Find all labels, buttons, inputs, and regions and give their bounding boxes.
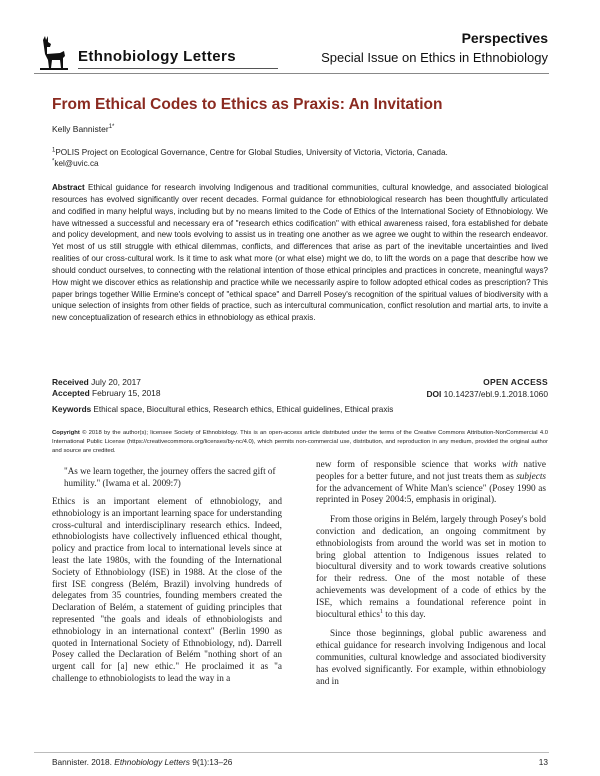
- section-label: Perspectives: [461, 30, 548, 46]
- author-line: [52, 124, 114, 134]
- body-paragraph: From those origins in Belém, largely through Posey's bold conviction and dedication, an ongoing commitment by ethnobiologists from around the world was set in motion to bring global attention to Indigenous issues related to biocultural diversity and to work towards creative solutions for their redress. One of the most notable of these achievements was development of a code of ethics by the ISE, which remains a foundational reference point in biocultural ethics$^1$ to this day.: [316, 515, 546, 620]
- copyright-text: © 2018 by the author(s); licensee Society of Ethnobiology. This is an open-access article distributed under the terms of the Creative Commons Attribution-NonCommercial 4.0 International Public License (https://creativecommons.org/licenses/by-nc/4.0), which permits non-commercial use, distribution, and reproduction in any medium, provided the original author and source are credited.: [52, 430, 549, 454]
- affiliation-text: POLIS Project on Ecological Governance, Centre for Global Studies, University of Victoria, Victoria, Canada.: [55, 148, 448, 157]
- article-title: From Ethical Codes to Ethics as Praxis: An Invitation: [52, 96, 443, 113]
- doi-link[interactable]: 10.14237/ebl.9.1.2018.1060: [443, 389, 548, 399]
- open-access-badge: OPEN ACCESS: [483, 377, 548, 387]
- author-name: Kelly Bannister: [52, 124, 109, 134]
- issue-label: Special Issue on Ethics in Ethnobiology: [321, 50, 548, 65]
- epigraph: "As we learn together, the journey offers the sacred gift of humility." (Iwama et al. 2009:7): [64, 466, 276, 488]
- footer-divider: [34, 752, 549, 753]
- keywords-label: Keywords: [52, 405, 92, 414]
- affiliation-mark: 1: [52, 147, 56, 154]
- author-email[interactable]: kel@uvic.ca: [54, 159, 99, 168]
- journal-name: Ethnobiology Letters: [78, 48, 236, 65]
- accepted-date: February 15, 2018: [92, 388, 161, 398]
- page-number: 13: [538, 757, 548, 767]
- body-paragraph-continued: new form of responsible science that works with native peoples for a better future, and not just treats them as subjects for the advancement of White Man's science" (Posey 1990 as reprinted in Posey 2004:5, emphasis in original).: [316, 460, 546, 506]
- doi-line: [426, 389, 548, 399]
- footer-citation: Bannister. 2018. Ethnobiology Letters 9(1):13–26: [52, 757, 233, 767]
- keywords: [52, 405, 393, 414]
- author-marks: 1*: [108, 124, 115, 131]
- footnote-ref[interactable]: 1: [379, 608, 383, 615]
- keywords-text: Ethical space, Biocultural ethics, Research ethics, Ethical guidelines, Ethical praxis: [93, 405, 394, 414]
- received-label: Received: [52, 377, 89, 387]
- copyright-label: Copyright: [52, 430, 80, 436]
- body-paragraph: Ethics is an important element of ethnobiology, and ethnobiology is an important learning space for understanding cross-cultural and interdisciplinary research ethics. Indeed, ethnobiologists have collectively influenced ethical thought, policy and practice from local to international levels since at least the late 1980s, with the founding of the International Society of Ethnobiology (ISE) in 1988. At the close of the first ISE congress (Belém, Brazil) involving hundreds of delegates from 35 countries, founding members created the Declaration of Belém, a statement of guiding principles that represented "the goals and ideals of ethnobiologists and ethnobiology in an international context" (Berlin 1990 as quoted in International Society of Ethnobiology, nd). Darrell Posey called the Declaration of Belém "nothing short of an urgent call for [a] new ethic." He proclaimed it as "a challenge to ethnobiologists to lead the way in a: [52, 497, 282, 684]
- journal-logo: [34, 34, 274, 74]
- accepted-line: [52, 388, 160, 399]
- received-line: [52, 377, 160, 388]
- article-dates: [52, 377, 160, 399]
- affiliation: [52, 148, 448, 157]
- accepted-label: Accepted: [52, 388, 90, 398]
- body-column-right: [316, 460, 546, 688]
- abstract: [52, 182, 548, 324]
- email-mark: *: [52, 158, 55, 165]
- copyright-notice: [52, 429, 548, 455]
- author-email-line: [52, 159, 99, 168]
- received-date: July 20, 2017: [91, 377, 141, 387]
- abstract-text: Ethical guidance for research involving Indigenous and traditional communities, cultural knowledge, and associated biological resources has evolved significantly over recent decades. Formal guidance for ethnobiological research has been thoughtfully articulated and codified in many helpful ways, including but by no means limited to the Code of Ethics of the International Society of Ethnobiology. We have witnessed a successful and necessary era of "research ethics codification" with ethical awareness raised, fora established for debate and policy development, and new tools evolving to assist us in treating one another as we agree we ought to within the research endeavor. Yet most of us still struggle with ethical dilemmas, conflicts, and differences that arise as part of the inevitable uncertainties and lived realities of our cross-cultural work. Is it time to ask what more (or what else) might we do, to lift the words on a page that describe how we should conduct ourselves, to connecting with the relational intention of those ethical principles and practices in concrete, meaningful ways? How might we discover ethics as relationship and practice while we necessarily aspire to follow adopted ethical codes as prescription? This paper brings together Willie Ermine's concept of "ethical space" and Darrell Posey's recognition of the spiritual values of biodiversity with a unique selection of insights from other fields of practice, such as intercultural communication, conflict resolution and martial arts, to invite a new conceptualization of research ethics in ethnobiology as ethical praxis.: [52, 183, 548, 323]
- doi-label: DOI: [426, 389, 442, 399]
- abstract-label: Abstract: [52, 183, 85, 192]
- body-paragraph: Since those beginnings, global public awareness and ethical guidance for research involving Indigenous and local communities, cultural knowledge and associated biodiversity has evolved significantly. For example, within ethnobiology and in: [316, 629, 546, 687]
- body-column-left: [52, 466, 282, 686]
- header-divider: [34, 73, 549, 74]
- deer-logo-icon: [34, 34, 74, 74]
- logo-divider: [78, 68, 278, 69]
